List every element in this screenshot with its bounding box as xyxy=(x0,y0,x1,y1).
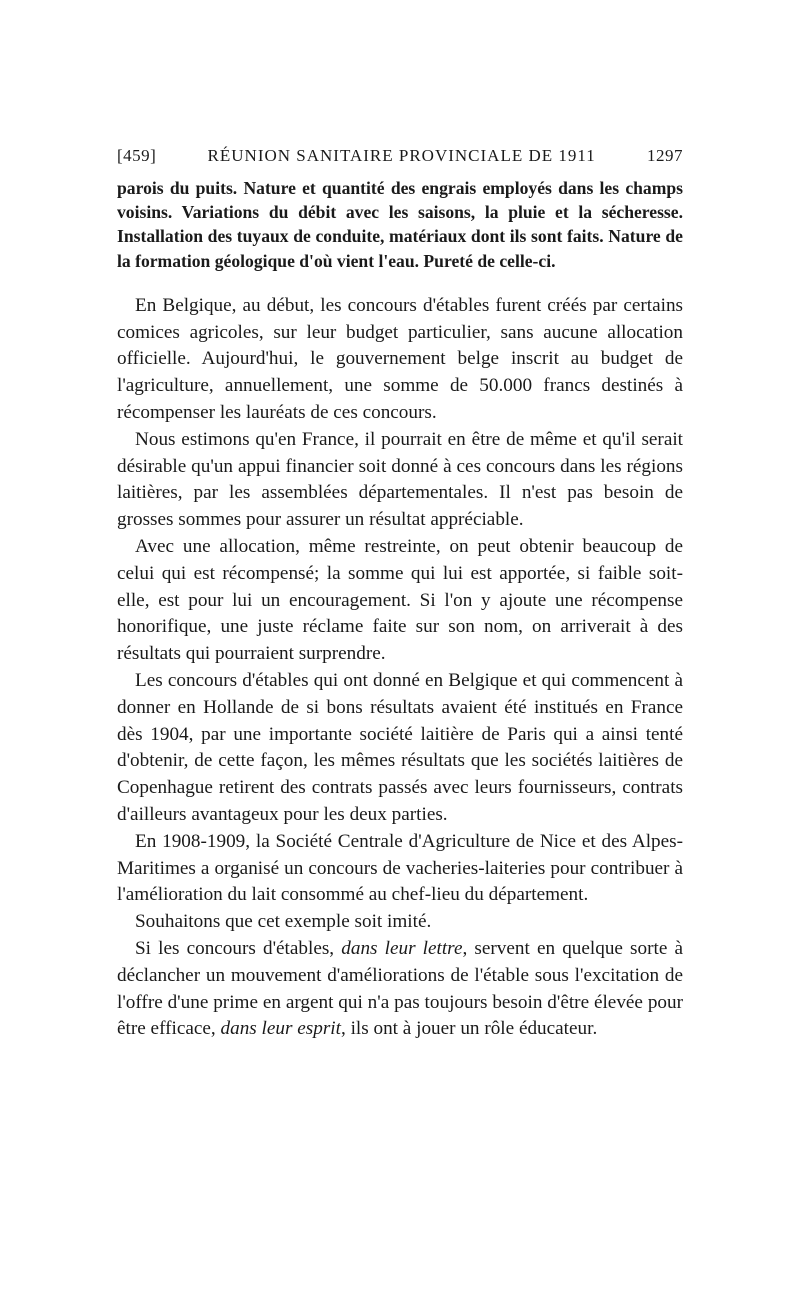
paragraph: Souhaitons que cet exemple soit imité. xyxy=(135,911,432,933)
paragraph: En 1908-1909, la Société Centrale d'Agriculture de Nice et des Alpes-Maritimes a organisé un concours de vacheries-laiteries pour contribuer à l'amélioration du lait consommé au chef-lieu du département. xyxy=(117,830,683,906)
book-page xyxy=(117,146,683,1043)
body-text xyxy=(117,293,683,1043)
paragraph-text: , ils ont à jouer un rôle éducateur. xyxy=(340,1018,598,1040)
intro-text: parois du puits. Nature et quantité des engrais employés dans les champs voisins. Variations du débit avec les saisons, la pluie et la sécheresse. Installation des tuyaux de conduite, matériaux dont ils sont faits. Nature de la formation géologique d'où vient l'eau. Pureté de celle-ci. xyxy=(117,178,683,271)
section-spacer xyxy=(117,273,683,293)
emphasis-text: dans leur esprit xyxy=(220,1018,341,1040)
emphasis-text: dans leur lettre xyxy=(341,937,463,959)
page-number: 1297 xyxy=(646,146,683,165)
running-title: RÉUNION SANITAIRE PROVINCIALE DE 1911 xyxy=(207,146,596,165)
page-reference: [459] xyxy=(117,146,157,165)
paragraph: Les concours d'étables qui ont donné en Belgique et qui commencent à donner en Hollande de si bons résultats avaient été institués en France dès 1904, par une importante société laitière de Paris qui a ainsi tenté d'obtenir, de cette façon, les mêmes résultats que les sociétés laitières de Copenhague retirent des contrats passés avec leurs fournisseurs, contrats d'ailleurs avantageux pour les deux parties. xyxy=(117,669,683,825)
final-paragraph xyxy=(117,936,683,1043)
paragraph-text: Si les concours d'étables, xyxy=(135,937,342,959)
paragraph: En Belgique, au début, les concours d'étables furent créés par certains comices agricoles, sur leur budget particulier, sans aucune allocation officielle. Aujourd'hui, le gouvernement belge inscrit au budget de l'agriculture, annuellement, une somme de 50.000 francs destinés à récompenser les lauréats de ces concours. xyxy=(117,294,683,423)
paragraph: Nous estimons qu'en France, il pourrait en être de même et qu'il serait désirable qu'un appui financier soit donné à ces concours dans les régions laitières, par les assemblées départementales. Il n'est pas besoin de grosses sommes pour assurer un résultat appréciable. xyxy=(117,428,683,531)
paragraph: Avec une allocation, même restreinte, on peut obtenir beaucoup de celui qui est récompensé; la somme qui lui est apportée, si faible soit-elle, est pour lui un encouragement. Si l'on y ajoute une récompense honorifique, une juste réclame faite sur son nom, on arriverait à des résultats qui pourraient surprendre. xyxy=(117,535,683,665)
running-head xyxy=(117,146,683,174)
paragraph-text: , servent en quelque sorte à déclancher un mouvement d'améliorations de l'étable sous l'excitation de l'offre d'une prime en argent qui n'a pas toujours besoin d'être élevée pour être efficace, xyxy=(117,937,684,1040)
